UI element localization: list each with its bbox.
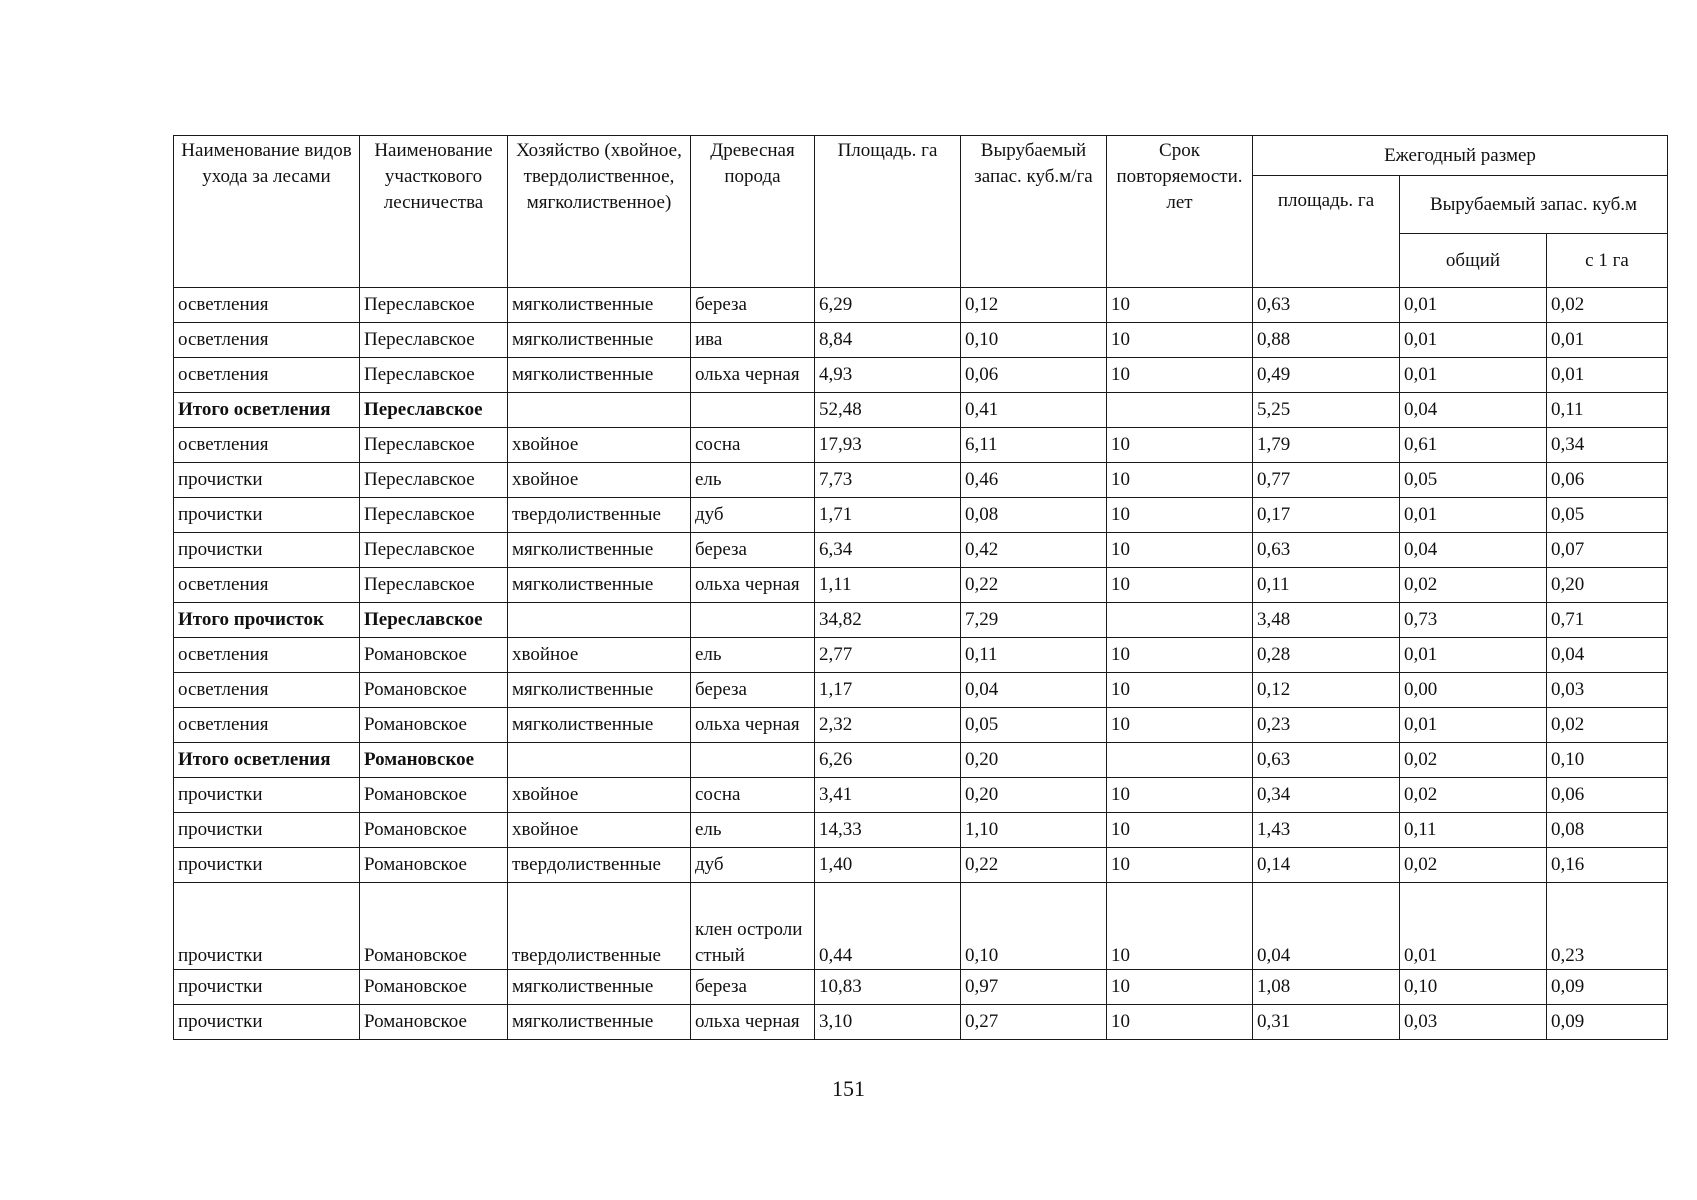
cell-annual-volume-per-ha: 0,03 bbox=[1547, 673, 1668, 708]
cell-volume-per-ha: 0,04 bbox=[961, 673, 1107, 708]
cell-care-type: осветления bbox=[174, 708, 360, 743]
cell-repeat-period: 10 bbox=[1107, 323, 1253, 358]
cell-care-type: осветления bbox=[174, 638, 360, 673]
table-row bbox=[174, 358, 1668, 393]
table-row bbox=[174, 778, 1668, 813]
cell-volume-per-ha: 0,20 bbox=[961, 778, 1107, 813]
cell-annual-area: 0,34 bbox=[1253, 778, 1400, 813]
cell-tree-species: ольха черная bbox=[691, 1005, 815, 1040]
cell-economy-type: твердолиственные bbox=[508, 848, 691, 883]
header-annual-volume-per-ha: с 1 га bbox=[1547, 234, 1668, 288]
cell-care-type: осветления bbox=[174, 673, 360, 708]
cell-care-type: прочистки bbox=[174, 883, 360, 970]
table-row bbox=[174, 970, 1668, 1005]
cell-annual-area: 0,11 bbox=[1253, 568, 1400, 603]
table-total-row bbox=[174, 743, 1668, 778]
cell-forestry-district: Романовское bbox=[360, 883, 508, 970]
cell-area: 8,84 bbox=[815, 323, 961, 358]
cell-annual-volume-per-ha: 0,02 bbox=[1547, 708, 1668, 743]
cell-care-type: осветления bbox=[174, 323, 360, 358]
cell-economy-type: хвойное bbox=[508, 778, 691, 813]
cell-tree-species: ольха черная bbox=[691, 358, 815, 393]
cell-area: 3,41 bbox=[815, 778, 961, 813]
table-row bbox=[174, 463, 1668, 498]
cell-annual-volume-per-ha: 0,09 bbox=[1547, 1005, 1668, 1040]
cell-repeat-period: 10 bbox=[1107, 358, 1253, 393]
cell-annual-volume-total: 0,03 bbox=[1400, 1005, 1547, 1040]
cell-annual-volume-total: 0,01 bbox=[1400, 498, 1547, 533]
cell-economy-type: твердолиственные bbox=[508, 883, 691, 970]
cell-annual-volume-total: 0,61 bbox=[1400, 428, 1547, 463]
table-header bbox=[174, 136, 1668, 288]
cell-volume-per-ha: 0,11 bbox=[961, 638, 1107, 673]
cell-annual-volume-per-ha: 0,09 bbox=[1547, 970, 1668, 1005]
cell-tree-species: сосна bbox=[691, 778, 815, 813]
cell-forestry-district: Романовское bbox=[360, 1005, 508, 1040]
header-annual-size: Ежегодный размер bbox=[1253, 136, 1668, 176]
cell-volume-per-ha: 0,46 bbox=[961, 463, 1107, 498]
cell-forestry-district: Переславское bbox=[360, 603, 508, 638]
cell-annual-area: 0,31 bbox=[1253, 1005, 1400, 1040]
cell-annual-volume-total: 0,01 bbox=[1400, 883, 1547, 970]
cell-forestry-district: Романовское bbox=[360, 848, 508, 883]
cell-annual-volume-total: 0,02 bbox=[1400, 778, 1547, 813]
cell-annual-area: 1,79 bbox=[1253, 428, 1400, 463]
cell-annual-volume-per-ha: 0,01 bbox=[1547, 323, 1668, 358]
cell-repeat-period: 10 bbox=[1107, 498, 1253, 533]
cell-repeat-period: 10 bbox=[1107, 533, 1253, 568]
cell-volume-per-ha: 0,10 bbox=[961, 323, 1107, 358]
cell-economy-type: мягколиственные bbox=[508, 673, 691, 708]
table-row bbox=[174, 673, 1668, 708]
cell-care-type: прочистки bbox=[174, 533, 360, 568]
cell-annual-volume-total: 0,10 bbox=[1400, 970, 1547, 1005]
cell-economy-type: хвойное bbox=[508, 428, 691, 463]
cell-annual-volume-total: 0,02 bbox=[1400, 568, 1547, 603]
cell-economy-type: мягколиственные bbox=[508, 288, 691, 323]
cell-annual-area: 0,63 bbox=[1253, 533, 1400, 568]
header-care-type: Наименование видов ухода за лесами bbox=[174, 136, 360, 288]
cell-care-type: прочистки bbox=[174, 813, 360, 848]
cell-annual-area: 0,77 bbox=[1253, 463, 1400, 498]
cell-forestry-district: Переславское bbox=[360, 428, 508, 463]
cell-forestry-district: Романовское bbox=[360, 813, 508, 848]
table-row bbox=[174, 498, 1668, 533]
cell-volume-per-ha: 1,10 bbox=[961, 813, 1107, 848]
cell-annual-volume-total: 0,01 bbox=[1400, 358, 1547, 393]
cell-tree-species: дуб bbox=[691, 498, 815, 533]
cell-annual-volume-per-ha: 0,71 bbox=[1547, 603, 1668, 638]
table-row bbox=[174, 288, 1668, 323]
cell-annual-area: 5,25 bbox=[1253, 393, 1400, 428]
cell-tree-species: ольха черная bbox=[691, 568, 815, 603]
cell-repeat-period: 10 bbox=[1107, 673, 1253, 708]
cell-annual-volume-per-ha: 0,06 bbox=[1547, 463, 1668, 498]
cell-repeat-period: 10 bbox=[1107, 708, 1253, 743]
cell-tree-species: ель bbox=[691, 638, 815, 673]
cell-forestry-district: Романовское bbox=[360, 673, 508, 708]
cell-annual-area: 0,28 bbox=[1253, 638, 1400, 673]
header-annual-area: площадь. га bbox=[1253, 176, 1400, 288]
cell-area: 10,83 bbox=[815, 970, 961, 1005]
header-annual-volume: Вырубаемый запас. куб.м bbox=[1400, 176, 1668, 234]
cell-annual-volume-per-ha: 0,02 bbox=[1547, 288, 1668, 323]
cell-annual-volume-per-ha: 0,01 bbox=[1547, 358, 1668, 393]
cell-care-type: осветления bbox=[174, 358, 360, 393]
cell-annual-volume-total: 0,73 bbox=[1400, 603, 1547, 638]
cell-annual-volume-per-ha: 0,10 bbox=[1547, 743, 1668, 778]
cell-forestry-district: Переславское bbox=[360, 358, 508, 393]
cell-area: 1,71 bbox=[815, 498, 961, 533]
cell-care-type: Итого осветления bbox=[174, 393, 360, 428]
cell-area: 2,77 bbox=[815, 638, 961, 673]
cell-care-type: осветления bbox=[174, 428, 360, 463]
cell-economy-type: мягколиственные bbox=[508, 533, 691, 568]
cell-forestry-district: Романовское bbox=[360, 778, 508, 813]
table-body bbox=[174, 288, 1668, 1040]
cell-volume-per-ha: 0,97 bbox=[961, 970, 1107, 1005]
table-row bbox=[174, 813, 1668, 848]
cell-annual-volume-per-ha: 0,04 bbox=[1547, 638, 1668, 673]
cell-area: 6,26 bbox=[815, 743, 961, 778]
cell-tree-species bbox=[691, 603, 815, 638]
cell-area: 1,11 bbox=[815, 568, 961, 603]
cell-care-type: прочистки bbox=[174, 778, 360, 813]
cell-forestry-district: Романовское bbox=[360, 970, 508, 1005]
cell-forestry-district: Романовское bbox=[360, 743, 508, 778]
cell-economy-type: хвойное bbox=[508, 463, 691, 498]
cell-annual-volume-per-ha: 0,05 bbox=[1547, 498, 1668, 533]
cell-annual-volume-per-ha: 0,20 bbox=[1547, 568, 1668, 603]
cell-economy-type: мягколиственные bbox=[508, 708, 691, 743]
cell-annual-volume-total: 0,01 bbox=[1400, 288, 1547, 323]
cell-tree-species: ель bbox=[691, 463, 815, 498]
cell-repeat-period bbox=[1107, 603, 1253, 638]
table-row bbox=[174, 428, 1668, 463]
cell-forestry-district: Переславское bbox=[360, 568, 508, 603]
cell-annual-area: 1,43 bbox=[1253, 813, 1400, 848]
cell-volume-per-ha: 0,27 bbox=[961, 1005, 1107, 1040]
table-total-row bbox=[174, 603, 1668, 638]
cell-tree-species bbox=[691, 743, 815, 778]
cell-repeat-period: 10 bbox=[1107, 1005, 1253, 1040]
cell-volume-per-ha: 0,10 bbox=[961, 883, 1107, 970]
table-row bbox=[174, 323, 1668, 358]
cell-annual-volume-per-ha: 0,07 bbox=[1547, 533, 1668, 568]
cell-economy-type: мягколиственные bbox=[508, 568, 691, 603]
cell-annual-volume-per-ha: 0,23 bbox=[1547, 883, 1668, 970]
cell-volume-per-ha: 0,42 bbox=[961, 533, 1107, 568]
cell-area: 34,82 bbox=[815, 603, 961, 638]
cell-volume-per-ha: 0,06 bbox=[961, 358, 1107, 393]
cell-tree-species: ель bbox=[691, 813, 815, 848]
page-number: 151 bbox=[832, 1076, 865, 1101]
cell-care-type: прочистки bbox=[174, 498, 360, 533]
cell-annual-volume-per-ha: 0,11 bbox=[1547, 393, 1668, 428]
cell-tree-species: береза bbox=[691, 673, 815, 708]
cell-annual-volume-per-ha: 0,34 bbox=[1547, 428, 1668, 463]
cell-economy-type: твердолиственные bbox=[508, 498, 691, 533]
cell-annual-area: 0,63 bbox=[1253, 743, 1400, 778]
cell-annual-volume-total: 0,02 bbox=[1400, 743, 1547, 778]
header-economy-type: Хозяйство (хвойное, твердолиственное, мягколиственное) bbox=[508, 136, 691, 288]
cell-annual-volume-total: 0,01 bbox=[1400, 708, 1547, 743]
cell-area: 3,10 bbox=[815, 1005, 961, 1040]
cell-economy-type: мягколиственные bbox=[508, 970, 691, 1005]
cell-forestry-district: Переславское bbox=[360, 463, 508, 498]
cell-care-type: Итого прочисток bbox=[174, 603, 360, 638]
cell-care-type: прочистки bbox=[174, 848, 360, 883]
cell-volume-per-ha: 0,12 bbox=[961, 288, 1107, 323]
cell-tree-species: береза bbox=[691, 970, 815, 1005]
cell-volume-per-ha: 7,29 bbox=[961, 603, 1107, 638]
cell-annual-area: 0,14 bbox=[1253, 848, 1400, 883]
table-row bbox=[174, 883, 1668, 970]
table-row bbox=[174, 533, 1668, 568]
cell-volume-per-ha: 0,22 bbox=[961, 568, 1107, 603]
cell-care-type: прочистки bbox=[174, 970, 360, 1005]
cell-forestry-district: Переславское bbox=[360, 288, 508, 323]
cell-annual-volume-total: 0,01 bbox=[1400, 323, 1547, 358]
cell-repeat-period: 10 bbox=[1107, 848, 1253, 883]
cell-tree-species: ольха черная bbox=[691, 708, 815, 743]
cell-area: 0,44 bbox=[815, 883, 961, 970]
cell-volume-per-ha: 6,11 bbox=[961, 428, 1107, 463]
cell-annual-volume-total: 0,04 bbox=[1400, 533, 1547, 568]
cell-volume-per-ha: 0,20 bbox=[961, 743, 1107, 778]
header-volume-per-ha: Вырубаемый запас. куб.м/га bbox=[961, 136, 1107, 288]
cell-economy-type bbox=[508, 743, 691, 778]
header-repeat-period: Срок повторяемости. лет bbox=[1107, 136, 1253, 288]
cell-annual-volume-per-ha: 0,16 bbox=[1547, 848, 1668, 883]
cell-annual-volume-total: 0,11 bbox=[1400, 813, 1547, 848]
cell-area: 1,40 bbox=[815, 848, 961, 883]
cell-volume-per-ha: 0,08 bbox=[961, 498, 1107, 533]
cell-annual-volume-total: 0,04 bbox=[1400, 393, 1547, 428]
header-forestry-district: Наименование участкового лесничества bbox=[360, 136, 508, 288]
cell-area: 7,73 bbox=[815, 463, 961, 498]
table-total-row bbox=[174, 393, 1668, 428]
cell-volume-per-ha: 0,22 bbox=[961, 848, 1107, 883]
cell-care-type: Итого осветления bbox=[174, 743, 360, 778]
cell-repeat-period: 10 bbox=[1107, 288, 1253, 323]
header-tree-species: Древесная порода bbox=[691, 136, 815, 288]
cell-repeat-period bbox=[1107, 393, 1253, 428]
cell-repeat-period: 10 bbox=[1107, 638, 1253, 673]
cell-tree-species: дуб bbox=[691, 848, 815, 883]
cell-tree-species: ива bbox=[691, 323, 815, 358]
cell-economy-type bbox=[508, 393, 691, 428]
cell-area: 6,34 bbox=[815, 533, 961, 568]
cell-economy-type: хвойное bbox=[508, 638, 691, 673]
table-row bbox=[174, 1005, 1668, 1040]
cell-care-type: прочистки bbox=[174, 463, 360, 498]
cell-repeat-period: 10 bbox=[1107, 970, 1253, 1005]
header-annual-volume-total: общий bbox=[1400, 234, 1547, 288]
cell-tree-species: клен остролистный bbox=[691, 883, 815, 970]
table-row bbox=[174, 848, 1668, 883]
cell-annual-volume-total: 0,02 bbox=[1400, 848, 1547, 883]
cell-repeat-period: 10 bbox=[1107, 428, 1253, 463]
cell-volume-per-ha: 0,05 bbox=[961, 708, 1107, 743]
cell-forestry-district: Переславское bbox=[360, 533, 508, 568]
cell-area: 52,48 bbox=[815, 393, 961, 428]
cell-annual-area: 0,23 bbox=[1253, 708, 1400, 743]
cell-tree-species: береза bbox=[691, 533, 815, 568]
cell-annual-area: 0,17 bbox=[1253, 498, 1400, 533]
table-row bbox=[174, 638, 1668, 673]
cell-annual-volume-per-ha: 0,06 bbox=[1547, 778, 1668, 813]
cell-annual-area: 0,88 bbox=[1253, 323, 1400, 358]
cell-care-type: осветления bbox=[174, 568, 360, 603]
cell-tree-species: сосна bbox=[691, 428, 815, 463]
cell-annual-area: 3,48 bbox=[1253, 603, 1400, 638]
cell-annual-area: 1,08 bbox=[1253, 970, 1400, 1005]
cell-area: 4,93 bbox=[815, 358, 961, 393]
table-row bbox=[174, 568, 1668, 603]
cell-area: 14,33 bbox=[815, 813, 961, 848]
cell-annual-area: 0,49 bbox=[1253, 358, 1400, 393]
cell-annual-volume-total: 0,01 bbox=[1400, 638, 1547, 673]
cell-economy-type bbox=[508, 603, 691, 638]
cell-forestry-district: Романовское bbox=[360, 638, 508, 673]
cell-annual-area: 0,04 bbox=[1253, 883, 1400, 970]
cell-repeat-period: 10 bbox=[1107, 883, 1253, 970]
cell-annual-volume-total: 0,05 bbox=[1400, 463, 1547, 498]
cell-economy-type: хвойное bbox=[508, 813, 691, 848]
cell-tree-species: береза bbox=[691, 288, 815, 323]
cell-forestry-district: Романовское bbox=[360, 708, 508, 743]
cell-forestry-district: Переславское bbox=[360, 323, 508, 358]
cell-repeat-period: 10 bbox=[1107, 813, 1253, 848]
cell-care-type: прочистки bbox=[174, 1005, 360, 1040]
cell-repeat-period: 10 bbox=[1107, 568, 1253, 603]
cell-area: 6,29 bbox=[815, 288, 961, 323]
cell-forestry-district: Переславское bbox=[360, 393, 508, 428]
cell-annual-volume-total: 0,00 bbox=[1400, 673, 1547, 708]
cell-area: 17,93 bbox=[815, 428, 961, 463]
cell-area: 2,32 bbox=[815, 708, 961, 743]
cell-forestry-district: Переславское bbox=[360, 498, 508, 533]
cell-annual-area: 0,12 bbox=[1253, 673, 1400, 708]
cell-repeat-period: 10 bbox=[1107, 778, 1253, 813]
cell-annual-volume-per-ha: 0,08 bbox=[1547, 813, 1668, 848]
header-area: Площадь. га bbox=[815, 136, 961, 288]
cell-economy-type: мягколиственные bbox=[508, 358, 691, 393]
table-row bbox=[174, 708, 1668, 743]
cell-economy-type: мягколиственные bbox=[508, 323, 691, 358]
cell-repeat-period: 10 bbox=[1107, 463, 1253, 498]
cell-repeat-period bbox=[1107, 743, 1253, 778]
cell-area: 1,17 bbox=[815, 673, 961, 708]
cell-annual-area: 0,63 bbox=[1253, 288, 1400, 323]
cell-tree-species bbox=[691, 393, 815, 428]
forest-care-table bbox=[173, 135, 1668, 1040]
cell-economy-type: мягколиственные bbox=[508, 1005, 691, 1040]
cell-care-type: осветления bbox=[174, 288, 360, 323]
cell-volume-per-ha: 0,41 bbox=[961, 393, 1107, 428]
